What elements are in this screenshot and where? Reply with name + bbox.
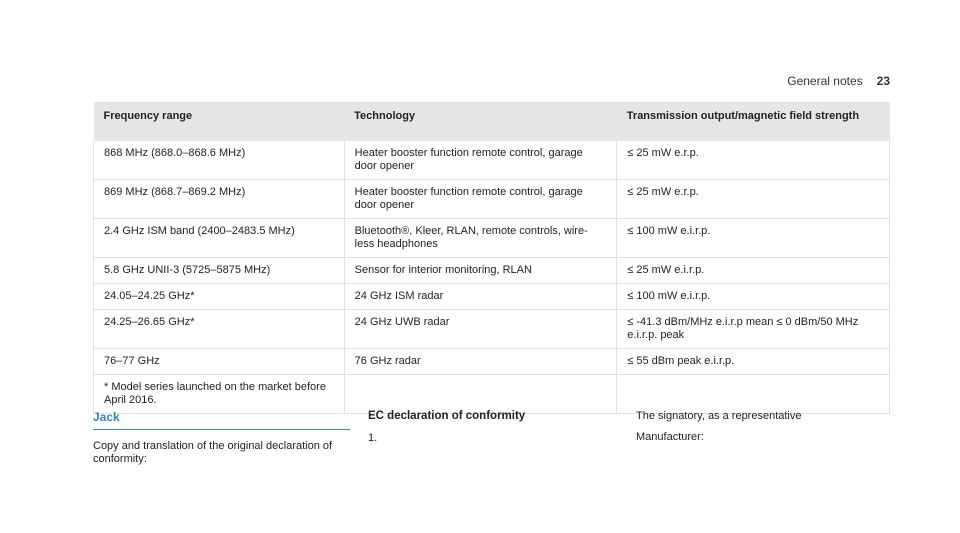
cell-frequency: 2.4 GHz ISM band (2400–2483.5 MHz): [94, 219, 345, 258]
cell-frequency: 76–77 GHz: [94, 349, 345, 375]
cell-output: ≤ -41.3 dBm/MHz e.i.r.p mean ≤ 0 dBm/50 MHz e.i.r.p. peak: [617, 310, 890, 349]
table-row: [94, 258, 890, 284]
table-row: [94, 284, 890, 310]
section-title: General notes: [787, 74, 863, 88]
empty-cell: [617, 375, 890, 414]
table-header-row: [94, 102, 890, 141]
cell-frequency: 5.8 GHz UNII-3 (5725–5875 MHz): [94, 258, 345, 284]
frequency-table: [93, 102, 890, 414]
jack-title: Jack: [93, 410, 350, 430]
manufacturer-label: Manufacturer:: [636, 431, 704, 443]
empty-cell: [344, 375, 617, 414]
jack-text: Copy and translation of the original declaration of conformity:: [93, 440, 333, 465]
ec-declaration-title: EC declaration of conformity: [368, 410, 526, 422]
table-footnote-row: [94, 375, 890, 414]
cell-output: ≤ 25 mW e.r.p.: [617, 141, 890, 180]
cell-output: ≤ 100 mW e.i.r.p.: [617, 219, 890, 258]
cell-technology: 24 GHz UWB radar: [344, 310, 617, 349]
signatory-section: [636, 410, 886, 452]
table-row: [94, 180, 890, 219]
header-frequency-range: Frequency range: [94, 102, 345, 141]
cell-frequency: 869 MHz (868.7–869.2 MHz): [94, 180, 345, 219]
cell-technology: Heater booster function remote control, garage door opener: [344, 180, 617, 219]
cell-technology: 24 GHz ISM radar: [344, 284, 617, 310]
cell-frequency: 24.05–24.25 GHz*: [94, 284, 345, 310]
table-row: [94, 141, 890, 180]
header-technology: Technology: [344, 102, 617, 141]
cell-technology: Bluetooth®, Kleer, RLAN, remote controls, wire-less headphones: [344, 219, 617, 258]
cell-frequency: 868 MHz (868.0–868.6 MHz): [94, 141, 345, 180]
cell-technology: Sensor for interior monitoring, RLAN: [344, 258, 617, 284]
table-row: [94, 310, 890, 349]
header-transmission-output: Transmission output/magnetic field strength: [617, 102, 890, 141]
jack-section: [93, 410, 350, 466]
ec-declaration-item: 1.: [368, 432, 378, 444]
cell-frequency: 24.25–26.65 GHz*: [94, 310, 345, 349]
cell-technology: 76 GHz radar: [344, 349, 617, 375]
table-row: [94, 219, 890, 258]
signatory-line: The signatory, as a representative: [636, 410, 802, 422]
cell-output: ≤ 25 mW e.i.r.p.: [617, 258, 890, 284]
cell-output: ≤ 25 mW e.r.p.: [617, 180, 890, 219]
cell-technology: Heater booster function remote control, garage door opener: [344, 141, 617, 180]
cell-output: ≤ 55 dBm peak e.i.r.p.: [617, 349, 890, 375]
ec-declaration-section: [368, 410, 608, 444]
page-header: [787, 74, 890, 88]
footnote-cell: * Model series launched on the market before April 2016.: [94, 375, 345, 414]
table-row: [94, 349, 890, 375]
page-number: 23: [876, 74, 890, 88]
cell-output: ≤ 100 mW e.i.r.p.: [617, 284, 890, 310]
